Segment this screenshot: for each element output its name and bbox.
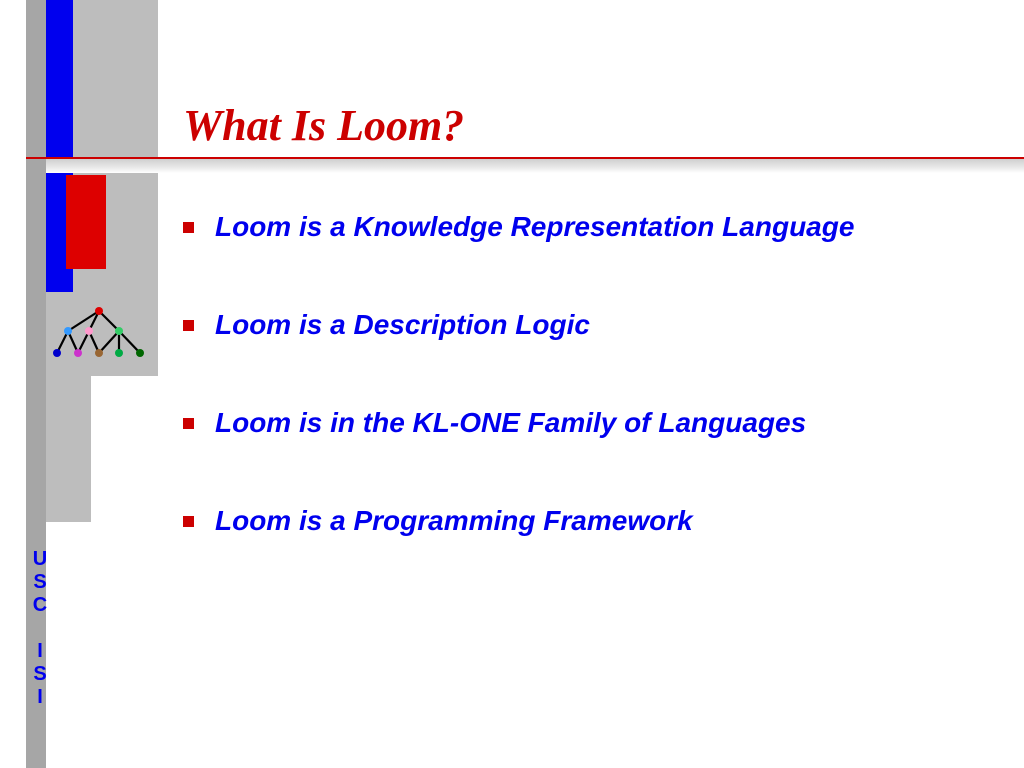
usc-isi-vertical-label	[26, 548, 54, 709]
tree-node	[64, 327, 72, 335]
bullet-text: Loom is a Description Logic	[215, 309, 590, 340]
tree-leaf	[136, 349, 144, 357]
sidebar-letter: I	[37, 686, 43, 708]
sidebar-gray-panel-lower	[46, 376, 91, 522]
bullet-text: Loom is a Programming Framework	[215, 505, 693, 536]
sidebar-letter: U	[32, 548, 48, 570]
bullet-square-icon	[183, 418, 194, 429]
title-underline	[26, 157, 1024, 159]
bullet-text: Loom is a Knowledge Representation Language	[215, 211, 855, 242]
tree-leaf	[74, 349, 82, 357]
sidebar-letter: C	[32, 594, 48, 616]
sidebar-red-bar	[66, 175, 106, 269]
bullet-item	[183, 502, 854, 600]
sidebar-gap	[91, 376, 158, 522]
bullet-item	[183, 404, 854, 502]
bullet-square-icon	[183, 320, 194, 331]
bullet-list	[183, 208, 854, 600]
bullet-item	[183, 306, 854, 404]
sidebar-letter: S	[33, 571, 47, 593]
tree-leaf	[53, 349, 61, 357]
sidebar-letter-gap	[26, 617, 54, 640]
bullet-item	[183, 208, 854, 306]
sidebar-letter: S	[33, 663, 47, 685]
sidebar-letter: I	[37, 640, 43, 662]
tree-leaf	[115, 349, 123, 357]
tree-node	[85, 327, 93, 335]
bullet-square-icon	[183, 222, 194, 233]
network-tree-icon	[46, 300, 158, 376]
bullet-square-icon	[183, 516, 194, 527]
tree-node-root	[95, 307, 103, 315]
bullet-text: Loom is in the KL-ONE Family of Languages	[215, 407, 807, 438]
tree-leaf	[95, 349, 103, 357]
tree-node	[115, 327, 123, 335]
title-underline-shadow	[46, 159, 1024, 173]
slide-title: What Is Loom?	[183, 101, 465, 150]
